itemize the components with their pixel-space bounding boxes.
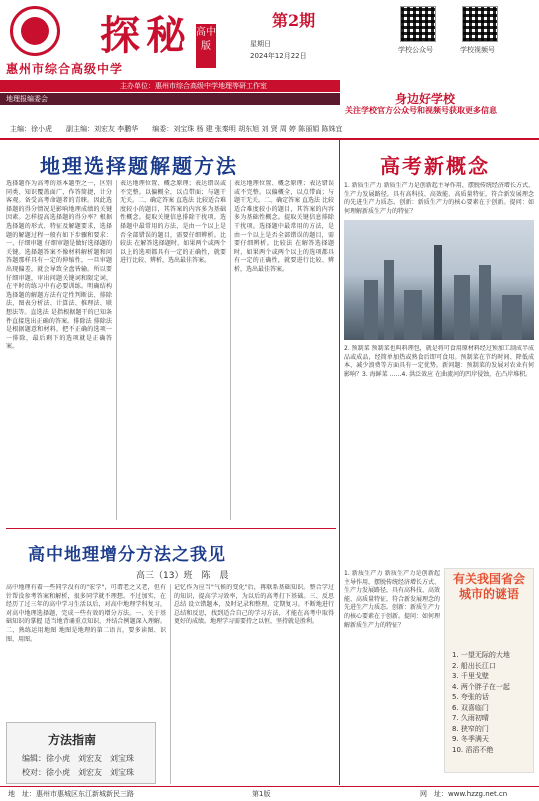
article-geography-methods-title: 地理选择题解题方法 — [40, 154, 238, 178]
riddle-item: 9. 冬季满天 — [452, 735, 489, 743]
footer-page-number: 第1版 — [252, 790, 271, 798]
qr-label-official-account: 学校公众号 — [398, 46, 433, 54]
riddle-poster-title: 有关我国省会城市的谜语 — [452, 572, 525, 601]
riddle-item: 1. 一望无际的大地 — [452, 651, 510, 659]
riddle-item: 5. 夸张的话 — [452, 693, 489, 701]
school-logo-emblem — [21, 17, 49, 45]
editor-line: 编辑：徐小虎 刘宏友 刘宝珠 — [22, 754, 134, 763]
riddle-item: 6. 双喜临门 — [452, 703, 489, 712]
issue-date — [250, 38, 307, 62]
school-name: 惠州市综合高级中学 — [6, 62, 124, 76]
article-byline: 高三（13）班 陈 晨 — [136, 571, 229, 581]
proofreader-line: 校对：徐小虎 刘宏友 刘宝珠 — [22, 768, 134, 777]
building-silhouette — [404, 290, 422, 340]
article-score-improvement-title: 高中地理增分方法之我见 — [28, 545, 226, 565]
sidebar-heading: 身边好学校 — [395, 92, 456, 106]
method-guide-credits — [22, 752, 134, 780]
article-score-improvement-col2: 记忆作为应当"气候的变化"后，再联系基础知识。整合学过的知识，提高学习效率，为以后的高考打下基础。三、反思总结 设立错题本，及时记录和整理，定期复习。不断地进行总结和反思，找到适合自己的学习方法，才能在高考中取得更好的成绩。地理学习需要持之以恒，坚持就是胜利。 — [174, 584, 334, 626]
riddle-item: 3. 千里戈壁 — [452, 672, 489, 680]
article-new-concepts-continued: 1. 新质生产力 新质生产力是创新起主导作用，摆脱传统经济增长方式、生产力发展路径，具有高科技、高效能、高质量特征，符合新发展理念的先进生产力质态。创新：新质生产力的核心要素在于创新。提问：如何理解新质生产力的特征？ — [344, 570, 440, 629]
article-geography-methods-col1: 选择题作为高考的基本题型之一，区别同类、知识覆盖面广，作答简捷，计分客观。备受高考命题者的青睐。因此选择题的得分情况是影响地理成绩的关键因素。怎样提高选择题的得分率？根据选择题的形式、特征及解题要求，选择题的解题过程一般有如下步骤和要求：一、仔细审题 仔细审题是做好选择题的关键。选择题答案不像材料解析题和问答题那样具有一定的伸缩性，一旦审题出现偏差，就会导致全盘皆输。所以要仔细审题，审出问题关键词和限定词，在平时的练习中有必要训练。明确结构 选择题的解题方法有定性判断法、排除法、图表分析法、计算法、推理法、联想法等。直选法 是指根据题干的已知条件直接选出正确的答案。排除法 排除法是根据题意和材料，把不正确的选项一一排除，最后剩下的选项就是正确答案。 — [6, 180, 112, 351]
riddle-item: 8. 狭窄的门 — [452, 724, 489, 733]
column-divider — [230, 180, 231, 520]
official-account-qr-code — [400, 6, 436, 42]
building-silhouette — [454, 275, 470, 340]
article-geography-methods-col3: 表达地理位置、概念原理；表达错误或不完整。以偏概全，以点带面；与题干无关。二、确定答案 直选法 比较适合难度较小的题目，其答案的内容多为基础性概念。提取关键信息排除干扰项。选择题中最常用的方法，是由一个以上是否全部错误的题目，需要仔细辨析。比较法 在解答选择题时，如果两个或两个以上的选项都具有一定的正确性，就要进行比较、辨析，选出最佳答案。 — [234, 180, 334, 273]
column-divider — [116, 180, 117, 520]
building-silhouette — [434, 245, 442, 340]
riddle-item: 2. 船出长江口 — [452, 661, 496, 670]
article-new-concepts-intro: 1. 新质生产力 新质生产力是创新起主导作用，摆脱传统经济增长方式、生产力发展路径，具有高科技、高效能、高质量特征，符合新发展理念的先进生产力质态。创新：新质生产力的核心要素在于创新。提问：如何理解新质生产力的特征？ — [344, 182, 534, 215]
riddle-item: 10. 滔滔不绝 — [452, 745, 494, 754]
building-silhouette — [479, 265, 491, 340]
sponsor-band — [0, 80, 340, 92]
editorial-band-text: 地理报编委会 — [6, 95, 48, 103]
edition-tag: 高中版 — [196, 24, 216, 68]
staff-line: 主编：徐小虎 副主编：刘宏友 李鹏华 编委：刘宝珠 杨 建 张秦明 胡东旭 刘 贤 周 婷 陈丽娟 陈姝宜 — [10, 125, 343, 133]
article-new-concepts-title: 高考新概念 — [380, 154, 490, 178]
article-geography-methods-col2: 表达地理位置、概念原理；表达错误或不完整。以偏概全，以点带面；与题干无关。二、确定答案 直选法 比较适合难度较小的题目，其答案的内容多为基础性概念。提取关键信息排除干扰项。选择题中最常用的方法，是由一个以上是否全部错误的题目，需要仔细辨析。比较法 在解答选择题时，如果两个或两个以上的选项都具有一定的正确性，就要进行比较、辨析，选出最佳答案。 — [120, 180, 226, 265]
building-silhouette — [384, 260, 394, 340]
sponsor-text: 主办单位：惠州市综合高级中学地理等研工作室 — [120, 82, 267, 90]
qr-label-video-account: 学校视频号 — [460, 46, 495, 54]
section-rule — [6, 528, 336, 529]
footer-address: 地 址：惠州市惠城区东江新城新民三路 — [8, 790, 134, 798]
riddle-list — [452, 650, 510, 755]
page-footer — [0, 786, 539, 801]
article-new-concepts-body: 2. 预制菜 预制菜也叫料理包，就是将可食用原材料经过预加工制成半成品或成品，经简单加热或熟食后即可食用。预制菜在节约时间、降低成本、减少浪费等方面具有一定优势。新问题：预制菜的发展对农业有何影响？3. 海鲜菜 ……4. 洪泛效应 在曲流河的凹岸侵蚀，在凸岸堆积。 — [344, 345, 534, 378]
footer-website: 网 址：www.hzzg.net.cn — [420, 790, 508, 798]
article-score-improvement-col1: 高中地理有着一些同学没有的"宏学"，可谓老之又老，但有针帮没参考答案和解析，很多同学就不理想。不过加实，在经历了过三年的高中学习生活以后，对高中地理学科复习，对高中地理选择题，完成一些有效的增分方法。一、关于基础知识的掌握 适当地背诵重点知识，并结合例题深入理解。二、熟练运用地图 地图是地理的第二语言，要多读图、识图、用图。 — [6, 584, 166, 643]
newspaper-title: 探秘 — [100, 12, 192, 59]
column-divider — [170, 584, 171, 784]
publish-date: 2024年12月22日 — [250, 52, 307, 60]
video-account-qr-code — [462, 6, 498, 42]
riddle-item: 7. 久雨初晴 — [452, 714, 489, 722]
issue-number: 第2期 — [272, 11, 316, 30]
page-divider — [339, 140, 340, 785]
weekday: 星期日 — [250, 40, 271, 48]
header-rule — [0, 138, 539, 140]
building-silhouette — [364, 280, 378, 340]
city-skyline-photo — [344, 220, 534, 340]
method-guide-title: 方法指南 — [48, 733, 97, 747]
sidebar-subheading: 关注学校官方公众号和视频号获取更多信息 — [345, 106, 497, 115]
editorial-band — [0, 93, 340, 105]
building-silhouette — [502, 295, 522, 340]
riddle-item: 4. 两个胖子在一起 — [452, 682, 510, 691]
